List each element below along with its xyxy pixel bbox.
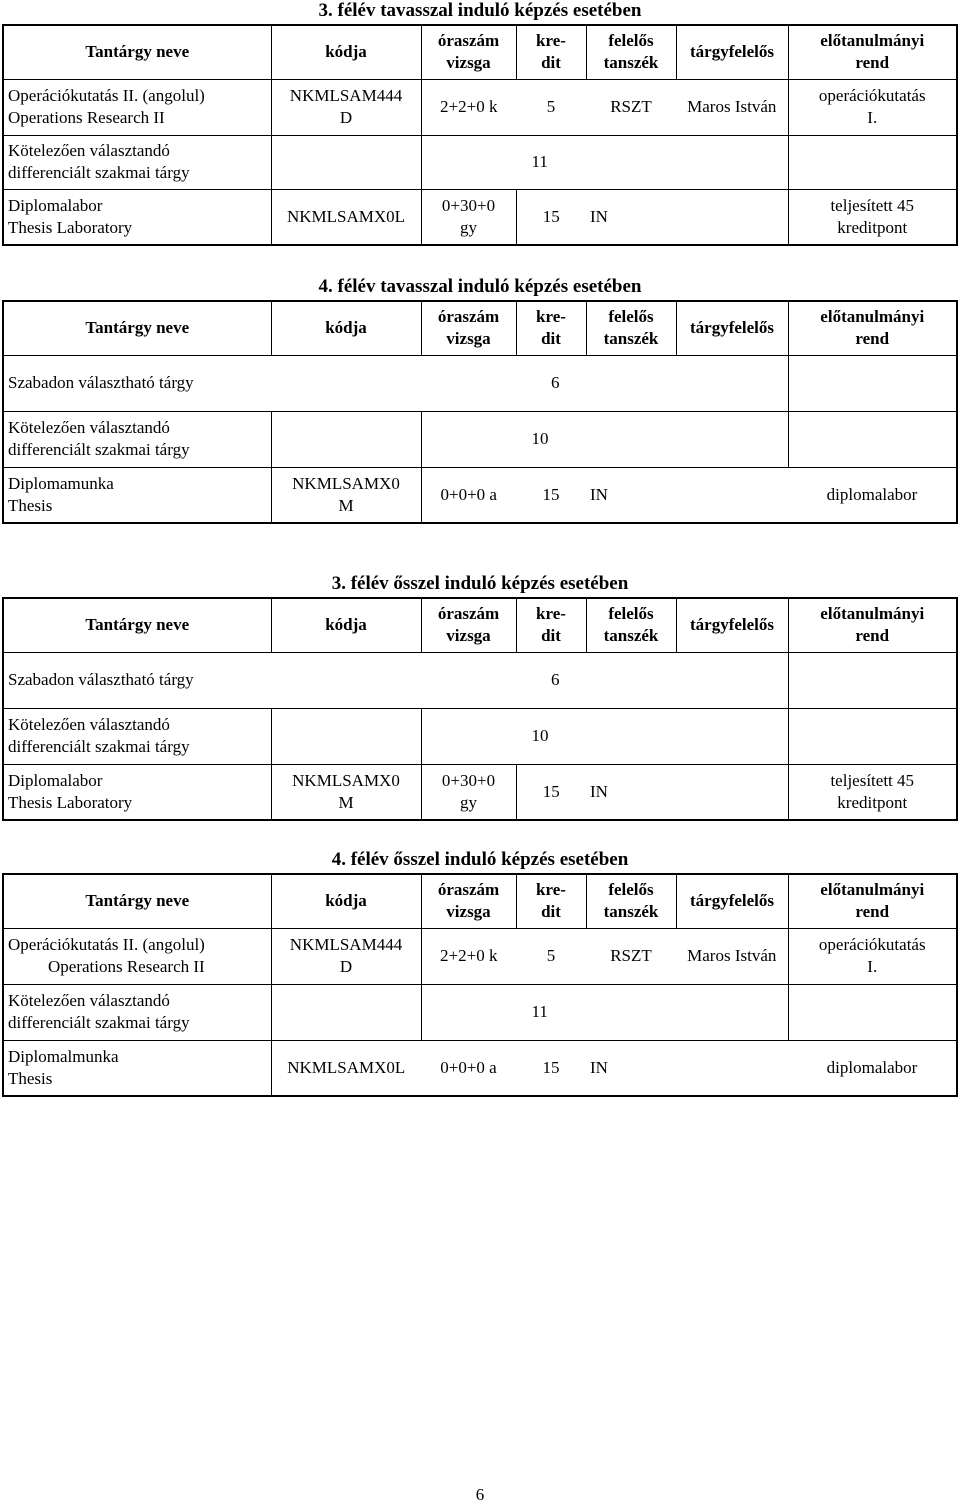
course-row-merged bbox=[3, 652, 788, 708]
course-dept: RSZT bbox=[586, 79, 676, 135]
header-row bbox=[3, 25, 957, 79]
header-name: Tantárgy neve bbox=[3, 25, 271, 79]
header-name: Tantárgy neve bbox=[3, 301, 271, 355]
header-prereq: előtanulmányi rend bbox=[788, 301, 957, 355]
course-credit: 11 bbox=[421, 135, 788, 189]
course-prereq: diplomalabor bbox=[788, 467, 957, 523]
table-row bbox=[3, 652, 957, 708]
table-row bbox=[3, 708, 957, 764]
curriculum-table bbox=[2, 873, 958, 1097]
course-prereq bbox=[788, 708, 957, 764]
header-dept: felelős tanszék bbox=[586, 301, 676, 355]
course-code bbox=[271, 411, 421, 467]
course-resp bbox=[676, 467, 788, 523]
table-row bbox=[3, 135, 957, 189]
table-row bbox=[3, 984, 957, 1040]
header-prereq: előtanulmányi rend bbox=[788, 598, 957, 652]
course-hours: 2+2+0 k bbox=[421, 79, 516, 135]
course-code: NKMLSAMX0 M bbox=[271, 467, 421, 523]
course-hours: 0+30+0 gy bbox=[421, 764, 516, 820]
course-resp bbox=[676, 764, 788, 820]
table-row bbox=[3, 355, 957, 411]
header-hours: óraszám vizsga bbox=[421, 25, 516, 79]
course-name: Kötelezően választandó differenciált szakmai tárgy bbox=[3, 708, 271, 764]
table-row bbox=[3, 79, 957, 135]
header-row bbox=[3, 598, 957, 652]
course-prereq: teljesített 45 kreditpont bbox=[788, 764, 957, 820]
course-credit: 10 bbox=[421, 411, 788, 467]
course-prereq bbox=[788, 355, 957, 411]
table-row bbox=[3, 467, 957, 523]
header-hours: óraszám vizsga bbox=[421, 301, 516, 355]
course-name: Kötelezően választandó differenciált szakmai tárgy bbox=[3, 984, 271, 1040]
course-name: Diplomamunka Thesis bbox=[3, 467, 271, 523]
course-hours: 0+30+0 gy bbox=[421, 189, 516, 245]
course-resp: Maros István bbox=[676, 79, 788, 135]
course-prereq: operációkutatás I. bbox=[788, 79, 957, 135]
course-prereq bbox=[788, 984, 957, 1040]
course-name: Diplomalabor Thesis Laboratory bbox=[3, 189, 271, 245]
course-name: Szabadon választható tárgy bbox=[8, 373, 194, 392]
course-code bbox=[271, 135, 421, 189]
header-credit: kre- dit bbox=[516, 301, 586, 355]
course-dept: RSZT bbox=[586, 928, 676, 984]
header-code: kódja bbox=[271, 598, 421, 652]
course-name: Kötelezően választandó differenciált szakmai tárgy bbox=[3, 411, 271, 467]
course-code: NKMLSAM444 D bbox=[271, 928, 421, 984]
table-row bbox=[3, 928, 957, 984]
course-code bbox=[271, 984, 421, 1040]
course-dept: IN bbox=[586, 467, 676, 523]
header-row bbox=[3, 874, 957, 928]
course-prereq bbox=[788, 411, 957, 467]
header-code: kódja bbox=[271, 301, 421, 355]
course-credit: 15 bbox=[516, 189, 586, 245]
header-name: Tantárgy neve bbox=[3, 598, 271, 652]
course-hours: 0+0+0 a bbox=[421, 467, 516, 523]
course-credit: 5 bbox=[516, 928, 586, 984]
section-title: 3. félév ősszel induló képzés esetében bbox=[331, 573, 629, 594]
header-resp: tárgyfelelős bbox=[676, 25, 788, 79]
course-dept: IN bbox=[586, 764, 676, 820]
header-code: kódja bbox=[271, 874, 421, 928]
course-resp: Maros István bbox=[676, 928, 788, 984]
curriculum-table bbox=[2, 24, 958, 246]
course-prereq: teljesített 45 kreditpont bbox=[788, 189, 957, 245]
course-credit: 10 bbox=[421, 708, 788, 764]
header-resp: tárgyfelelős bbox=[676, 598, 788, 652]
page-number: 6 bbox=[475, 1485, 485, 1504]
header-resp: tárgyfelelős bbox=[676, 301, 788, 355]
course-credit: 11 bbox=[421, 984, 788, 1040]
curriculum-table bbox=[2, 597, 958, 821]
course-name: Kötelezően választandó differenciált szakmai tárgy bbox=[3, 135, 271, 189]
curriculum-table bbox=[2, 300, 958, 524]
header-code: kódja bbox=[271, 25, 421, 79]
course-code bbox=[271, 708, 421, 764]
header-hours: óraszám vizsga bbox=[421, 598, 516, 652]
header-prereq: előtanulmányi rend bbox=[788, 25, 957, 79]
course-prereq: diplomalabor bbox=[788, 1040, 957, 1096]
course-name: Operációkutatás II. (angolul) Operations Research II bbox=[3, 928, 271, 984]
table-row bbox=[3, 1040, 957, 1096]
course-dept: IN bbox=[586, 1040, 676, 1096]
header-row bbox=[3, 301, 957, 355]
course-credit: 15 bbox=[516, 1040, 586, 1096]
course-resp bbox=[676, 1040, 788, 1096]
course-credit: 6 bbox=[551, 670, 560, 689]
course-code: NKMLSAM444 D bbox=[271, 79, 421, 135]
table-row bbox=[3, 764, 957, 820]
header-resp: tárgyfelelős bbox=[676, 874, 788, 928]
course-code: NKMLSAMX0L bbox=[271, 1040, 421, 1096]
section-title: 4. félév ősszel induló képzés esetében bbox=[331, 849, 629, 870]
table-row bbox=[3, 189, 957, 245]
course-code: NKMLSAMX0L bbox=[271, 189, 421, 245]
course-credit: 6 bbox=[551, 373, 560, 392]
course-prereq bbox=[788, 652, 957, 708]
course-credit: 15 bbox=[516, 764, 586, 820]
header-credit: kre- dit bbox=[516, 598, 586, 652]
course-name: Szabadon választható tárgy bbox=[8, 670, 194, 689]
header-hours: óraszám vizsga bbox=[421, 874, 516, 928]
course-dept: IN bbox=[586, 189, 676, 245]
course-prereq: operációkutatás I. bbox=[788, 928, 957, 984]
header-credit: kre- dit bbox=[516, 25, 586, 79]
course-credit: 5 bbox=[516, 79, 586, 135]
course-hours: 2+2+0 k bbox=[421, 928, 516, 984]
course-name: Operációkutatás II. (angolul) Operations Research II bbox=[3, 79, 271, 135]
course-name: Diplomalmunka Thesis bbox=[3, 1040, 271, 1096]
course-hours: 0+0+0 a bbox=[421, 1040, 516, 1096]
header-dept: felelős tanszék bbox=[586, 598, 676, 652]
course-row-merged bbox=[3, 355, 788, 411]
header-prereq: előtanulmányi rend bbox=[788, 874, 957, 928]
course-resp bbox=[676, 189, 788, 245]
header-credit: kre- dit bbox=[516, 874, 586, 928]
course-prereq bbox=[788, 135, 957, 189]
header-name: Tantárgy neve bbox=[3, 874, 271, 928]
table-row bbox=[3, 411, 957, 467]
course-credit: 15 bbox=[516, 467, 586, 523]
header-dept: felelős tanszék bbox=[586, 874, 676, 928]
section-title: 4. félév tavasszal induló képzés esetében bbox=[318, 276, 642, 297]
course-name: Diplomalabor Thesis Laboratory bbox=[3, 764, 271, 820]
section-title: 3. félév tavasszal induló képzés esetében bbox=[318, 0, 642, 21]
course-code: NKMLSAMX0 M bbox=[271, 764, 421, 820]
header-dept: felelős tanszék bbox=[586, 25, 676, 79]
